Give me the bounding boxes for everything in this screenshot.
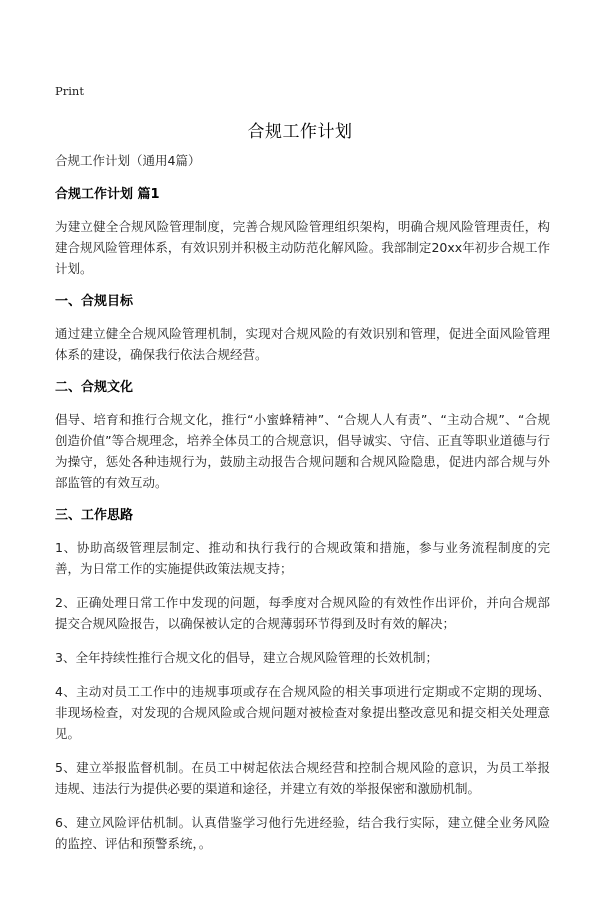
section-heading-approach: 三、工作思路 — [55, 508, 134, 523]
list-item: 2、正确处理日常工作中发现的问题，每季度对合规风险的有效性作出评价，并向合规部提交合规风险报告，以确保被认定的合规薄弱环节得到及时有效的解决； — [55, 595, 550, 631]
article-heading: 合规工作计划 篇1 — [55, 187, 160, 202]
list-item: 4、主动对员工工作中的违规事项或存在合规风险的相关事项进行定期或不定期的现场、非现场检查，对发现的合规风险或合规问题对被检查对象提出整改意见和提交相关处理意见。 — [55, 684, 550, 741]
section-heading-goals: 一、合规目标 — [55, 294, 134, 309]
list-item: 5、建立举报监督机制。在员工中树起依法合规经营和控制合规风险的意识，为员工举报违规、违法行为提供必要的渠道和途径，并建立有效的举报保密和激励机制。 — [55, 760, 550, 796]
section-heading-culture: 二、合规文化 — [55, 380, 134, 395]
list-item: 6、建立风险评估机制。认真借鉴学习他行先进经验，结合我行实际，建立健全业务风险的监控、评估和预警系统，。 — [55, 815, 550, 851]
section-body-culture: 倡导、培育和推行合规文化，推行“小蜜蜂精神”、“合规人人有责”、“主动合规”、“合规创造价值”等合规理念，培养全体员工的合规意识，倡导诚实、守信、正直等职业道德与行为操守，惩处各种违规行为，鼓励主动报告合规问题和合规风险隐患，促进内部合规与外部监管的有效互动。 — [55, 412, 550, 490]
document-subtitle: 合规工作计划（通用4篇） — [55, 153, 201, 168]
section-body-goals: 通过建立健全合规风险管理机制，实现对合规风险的有效识别和管理，促进全面风险管理体系的建设，确保我行依法合规经营。 — [55, 326, 550, 362]
list-item: 3、全年持续性推行合规文化的倡导，建立合规风险管理的长效机制； — [55, 650, 438, 665]
article-intro: 为建立健全合规风险管理制度，完善合规风险管理组织架构，明确合规风险管理责任，构建合规风险管理体系，有效识别并积极主动防范化解风险。我部制定20xx年初步合规工作计划。 — [55, 219, 550, 276]
document-title: 合规工作计划 — [247, 122, 353, 142]
document-body — [55, 152, 550, 867]
print-label: Print — [55, 84, 84, 98]
list-item: 1、协助高级管理层制定、推动和执行我行的合规政策和措施，参与业务流程制度的完善，为日常工作的实施提供政策法规支持； — [55, 540, 550, 576]
